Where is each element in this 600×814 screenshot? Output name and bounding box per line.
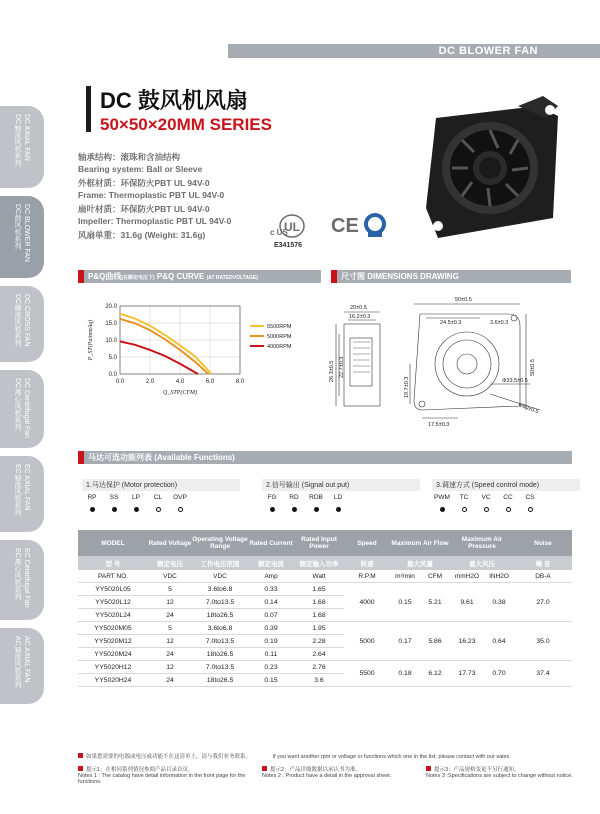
side-tab[interactable] <box>0 370 44 448</box>
table-cell: 24 <box>148 674 192 687</box>
legend-label: 5000RPM <box>267 334 292 340</box>
side-tab-label: DC Centrifugal Fan DC离心风机系列 <box>14 378 30 438</box>
optional-dot <box>156 507 161 512</box>
col-operating-voltage: Operating Voltage Range <box>192 530 248 556</box>
table-cell: 18to26.5 <box>192 609 248 622</box>
dim-front-bottom: 17.5±0.3 <box>428 422 450 428</box>
table-cell: 1.95 <box>294 622 344 635</box>
supported-dot <box>336 507 341 512</box>
unit-cell: mmH2O <box>450 570 484 583</box>
table-cell: YY5020L12 <box>78 596 148 609</box>
function-code: LP <box>132 494 140 501</box>
pq-section-header <box>78 270 321 283</box>
table-group-cell: 5.21 <box>420 583 450 622</box>
unit-cell: CFM <box>420 570 450 583</box>
ce-mark: CE <box>331 215 359 237</box>
dim-side-h2: 22.7±0.3 <box>339 356 345 378</box>
table-group-cell: 5500 <box>344 661 390 687</box>
table-cell: 3.6to6.8 <box>192 622 248 635</box>
table-row <box>78 661 572 674</box>
x-tick-label: 8.0 <box>235 379 245 385</box>
x-tick-label: 6.0 <box>205 379 215 385</box>
table-cell: 24 <box>148 648 192 661</box>
table-group-cell: 0.18 <box>390 661 420 687</box>
x-tick-label: 2.0 <box>145 379 155 385</box>
functions-section-en: (Available Functions) <box>154 453 235 462</box>
table-cell: 7.0to13.5 <box>192 635 248 648</box>
table-cell: 1.68 <box>294 609 344 622</box>
table-group-cell: 5000 <box>344 622 390 661</box>
title-accent-bar <box>86 86 91 132</box>
unit-cell: m³/min <box>390 570 420 583</box>
function-group-title: 2.信号输出 (Signal out put) <box>262 479 420 491</box>
pq-section-cn: P&Q曲线 <box>88 272 122 281</box>
table-cell: 0.14 <box>248 596 294 609</box>
series-title: 50×50×20MM SERIES <box>100 115 272 134</box>
function-code: VC <box>481 494 491 501</box>
unit-cell: INH2O <box>484 570 514 583</box>
table-cell: 2.64 <box>294 648 344 661</box>
footer-note-3 <box>426 765 576 779</box>
table-group-cell: 4000 <box>344 583 390 622</box>
note3-en: Notes 3 :Specifications are subject to change without notice. <box>426 773 573 779</box>
optional-dot <box>178 507 183 512</box>
col-air-flow: Maximum Air Flow <box>390 530 450 556</box>
table-header-cn-row <box>78 556 572 570</box>
supported-dot <box>292 507 297 512</box>
table-cell: 7.0to13.5 <box>192 661 248 674</box>
spec-line: Impeller: Thermoplastic PBT UL 94V-0 <box>78 216 232 226</box>
dimensions-drawing <box>330 292 575 432</box>
table-group-cell: 0.38 <box>484 583 514 622</box>
table-cell: YY5020M24 <box>78 648 148 661</box>
table-cell: 0.39 <box>248 622 294 635</box>
spec-line: 扇叶材质：环保防火PBT UL 94V-0 <box>78 204 210 214</box>
svg-text:UL: UL <box>284 220 300 234</box>
functions-section-header <box>78 451 572 464</box>
col-air-pressure: Maximum Air Pressure <box>450 530 514 556</box>
table-cell: 3.6to6.8 <box>192 583 248 596</box>
tuv-logo <box>363 212 387 243</box>
col-cn: 额定电流 <box>248 556 294 570</box>
table-group-cell: 37.4 <box>514 661 572 687</box>
y-tick-label: 0.0 <box>108 372 117 378</box>
dim-side-top2: 16.2±0.3 <box>349 314 371 320</box>
optional-dot <box>506 507 511 512</box>
dim-dia1: Φ33.5±0.5 <box>502 378 528 384</box>
dim-section-header <box>331 270 571 283</box>
optional-dot <box>528 507 533 512</box>
table-group-cell: 6.12 <box>420 661 450 687</box>
y-axis-label: P_ST(Pa/mmAq) <box>88 319 94 361</box>
col-rated-voltage: Rated Voltage <box>148 530 192 556</box>
pq-curve-chart <box>78 292 323 412</box>
legend-label: 4000RPM <box>267 344 292 350</box>
pq-section-en: P&Q CURVE <box>156 272 205 281</box>
unit-cell: VDC <box>148 570 192 583</box>
unit-cell: Amp <box>248 570 294 583</box>
function-group-title: 3.调速方式 (Speed control mode) <box>432 479 580 491</box>
col-cn: 额定电压 <box>148 556 192 570</box>
table-group-cell: 27.0 <box>514 583 572 622</box>
table-cell: 7.0to13.5 <box>192 596 248 609</box>
table-cell: 12 <box>148 635 192 648</box>
col-cn: 最大风压 <box>450 556 514 570</box>
dim-front-top: 50±0.5 <box>455 297 472 303</box>
col-model: MODEL <box>78 530 148 556</box>
table-cell: 1.68 <box>294 596 344 609</box>
supported-dot <box>112 507 117 512</box>
function-code: CS <box>525 494 535 501</box>
table-cell: 0.23 <box>248 661 294 674</box>
note3-cn: 提示3：产品规格变更不另行通知。 <box>434 767 520 773</box>
blower-fan-photo <box>418 88 568 253</box>
function-code: FG <box>267 494 277 501</box>
function-code: LD <box>333 494 343 501</box>
spec-line: 风扇单重：31.6g (Weight: 31.6g) <box>78 230 206 240</box>
side-tab-label: AC AXIAL FAN AC轴流风机系列 <box>14 636 30 688</box>
spec-line: Bearing system: Ball or Sleeve <box>78 164 203 174</box>
table-group-cell: 5.86 <box>420 622 450 661</box>
col-cn: 转速 <box>344 556 390 570</box>
note2-en: Notes 2 : Product have a detail in the approval sheet. <box>262 773 392 779</box>
legend-label: 5500RPM <box>267 324 292 330</box>
x-tick-label: 0.0 <box>115 379 125 385</box>
col-cn: 型 号 <box>78 556 148 570</box>
y-tick-label: 10.0 <box>105 338 117 344</box>
function-code: RDB <box>309 494 323 501</box>
table-group-cell: 16.23 <box>450 622 484 661</box>
table-cell: 12 <box>148 661 192 674</box>
table-cell: 3.6 <box>294 674 344 687</box>
dim-front-h: 50±0.5 <box>530 359 536 376</box>
side-tab-label: DC AXIAL FAN DC轴流风机系列 <box>14 114 30 167</box>
table-group-cell: 9.61 <box>450 583 484 622</box>
ul-mark-text: c US <box>270 228 288 237</box>
table-group-cell: 0.64 <box>484 622 514 661</box>
table-cell: 5 <box>148 622 192 635</box>
y-tick-label: 15.0 <box>105 321 117 327</box>
table-cell: 0.33 <box>248 583 294 596</box>
unit-cell: Watt <box>294 570 344 583</box>
note1-en: Notes 1 : The catalog have detail information in the front page for the functions. <box>78 773 246 785</box>
spec-line: 轴承结构：滚珠和含油结构 <box>78 152 181 162</box>
side-tab[interactable] <box>0 196 44 278</box>
footer-note-2 <box>262 765 412 779</box>
banner-title: DC BLOWER FAN <box>438 45 538 57</box>
dim-side-top1: 20±0.5 <box>350 305 367 311</box>
spec-line: 外框材质：环保防火PBT UL 94V-0 <box>78 178 210 188</box>
table-cell: 0.15 <box>248 674 294 687</box>
dim-side-h1: 26.3±0.5 <box>329 360 335 382</box>
pq-section-cn-small: (在额定电压下) <box>121 275 155 281</box>
function-code: CL <box>153 494 163 501</box>
function-code: RD <box>289 494 299 501</box>
footer-line-cn: 如果您需要的电源或电压或功能不在这清单上，请与我们业务联系。 <box>86 754 252 760</box>
side-tab-label: EC Centrifugal Fan EC离心风机系列 <box>14 548 30 608</box>
optional-dot <box>484 507 489 512</box>
table-header-row <box>78 530 572 556</box>
table-row <box>78 583 572 596</box>
spec-table <box>78 530 572 687</box>
table-cell: YY5020L05 <box>78 583 148 596</box>
table-group-cell: 0.17 <box>390 622 420 661</box>
series-line-5000RPM <box>120 319 209 374</box>
supported-dot <box>440 507 445 512</box>
supported-dot <box>270 507 275 512</box>
top-banner <box>228 44 600 58</box>
x-axis-label: Q_STP(CFM) <box>163 390 197 396</box>
table-cell: 0.07 <box>248 609 294 622</box>
side-tab[interactable] <box>0 456 44 532</box>
col-cn: 工作电压范围 <box>192 556 248 570</box>
table-cell: YY5020H12 <box>78 661 148 674</box>
col-rated-current: Rated Current <box>248 530 294 556</box>
table-cell: 18to26.5 <box>192 674 248 687</box>
ul-certification-logo <box>270 212 318 252</box>
series-line-4000RPM <box>120 341 198 374</box>
x-tick-label: 4.0 <box>175 379 185 385</box>
table-group-cell: 0.70 <box>484 661 514 687</box>
table-cell: 1.65 <box>294 583 344 596</box>
function-code: PWM <box>434 494 450 501</box>
dim-section-en: DIMENSIONS DRAWING <box>367 272 459 281</box>
side-tab-label: EC AXIAL FAN EC轴流风机系列 <box>14 464 30 516</box>
spec-line: Frame: Thermoplastic PBT UL 94V-0 <box>78 190 225 200</box>
dim-dia2: Φ60±0.5 <box>517 402 540 416</box>
y-tick-label: 5.0 <box>108 355 117 361</box>
page-title: DC 鼓风机风扇 <box>100 88 248 113</box>
col-cn: 额定输入功率 <box>294 556 344 570</box>
side-tab[interactable] <box>0 286 44 362</box>
table-cell: 2.76 <box>294 661 344 674</box>
function-code: SS <box>109 494 119 501</box>
y-tick-label: 20.0 <box>105 304 117 310</box>
supported-dot <box>90 507 95 512</box>
table-cell: 24 <box>148 609 192 622</box>
table-cell: 0.19 <box>248 635 294 648</box>
footer-note-1 <box>78 765 258 785</box>
col-cn: 噪 音 <box>514 556 572 570</box>
table-cell: YY5020L24 <box>78 609 148 622</box>
function-group-title: 1.马达保护 (Motor protection) <box>82 479 240 491</box>
table-cell: YY5020H24 <box>78 674 148 687</box>
table-row <box>78 622 572 635</box>
table-units-row <box>78 570 572 583</box>
side-tab[interactable] <box>0 628 44 704</box>
table-cell: YY5020M12 <box>78 635 148 648</box>
dim-front-top3: 3.6±0.3 <box>490 320 509 326</box>
note1-cn: 提示1：在相同系列情况参阅产品目录首页。 <box>86 767 194 773</box>
supported-dot <box>134 507 139 512</box>
footer-contact-line <box>78 752 578 760</box>
table-cell: 18to26.5 <box>192 648 248 661</box>
note2-cn: 提示2：产品详细数据以承认书为准。 <box>270 767 362 773</box>
unit-cell: R.P.M <box>344 570 390 583</box>
table-cell: YY5020M05 <box>78 622 148 635</box>
optional-dot <box>462 507 467 512</box>
unit-cell: DB-A <box>514 570 572 583</box>
ul-file-number: E341576 <box>274 242 303 249</box>
table-cell: 5 <box>148 583 192 596</box>
col-noise: Noise <box>514 530 572 556</box>
col-speed: Speed <box>344 530 390 556</box>
functions-section-cn: 马达可选功能列表 <box>88 453 152 462</box>
side-tab-label: DC CROSS FAN DC横流风机系列 <box>14 294 30 347</box>
function-code: TC <box>459 494 469 501</box>
dim-front-left: 19.7±0.3 <box>404 376 410 398</box>
table-group-cell: 0.15 <box>390 583 420 622</box>
table-cell: 0.11 <box>248 648 294 661</box>
side-tab[interactable] <box>0 540 44 620</box>
col-rated-power: Rated Input Power <box>294 530 344 556</box>
function-code: RP <box>87 494 97 501</box>
function-code: CC <box>503 494 513 501</box>
table-group-cell: 17.73 <box>450 661 484 687</box>
col-cn: 最大风量 <box>390 556 450 570</box>
dim-section-cn: 尺寸图 <box>341 272 365 281</box>
table-cell: 12 <box>148 596 192 609</box>
dim-front-top2: 24.5±0.3 <box>440 320 462 326</box>
footer-line-en: If you want another rpm or voltage or functions which one in the list. please contact with our sales. <box>272 754 511 760</box>
table-cell: 2.28 <box>294 635 344 648</box>
unit-cell: PART NO. <box>78 570 148 583</box>
function-code: OVP <box>173 494 187 501</box>
table-group-cell: 35.0 <box>514 622 572 661</box>
supported-dot <box>314 507 319 512</box>
unit-cell: VDC <box>192 570 248 583</box>
pq-section-en-small: (AT RATEDVOLTAGE) <box>206 275 258 281</box>
side-tab-label: DC BLOWER FAN DC鼓风机系列 <box>14 204 30 262</box>
side-tab[interactable] <box>0 106 44 188</box>
